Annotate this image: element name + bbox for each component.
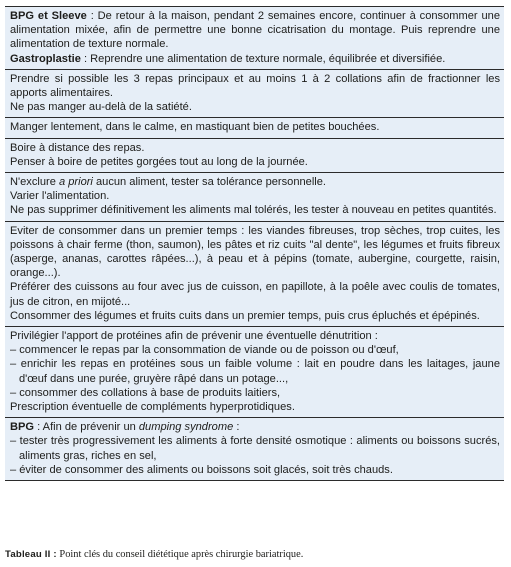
vary-diet-text: Varier l'alimentation. bbox=[10, 190, 110, 203]
eat-slowly-text: Manger lentement, dans le calme, en mastiquant bien de petites bouchées. bbox=[10, 121, 380, 134]
gastroplastie-text: : Reprendre une alimentation de texture normale, équilibrée et diversifiée. bbox=[80, 52, 446, 65]
protein-bullet-2: – enrichir les repas en protéines sous un faible volume : lait en poudre dans les laitages, jaune d'œuf dans une purée, gruyère râpé dans un potage..., bbox=[10, 358, 500, 385]
caption-label: Tableau II : bbox=[5, 549, 57, 560]
bpg-sleeve-text: : De retour à la maison, pendant 2 semaines encore, continuer à consommer une alimentation mixée, afin de permettre une bonne cicatrisation du montage. Puis reprendre une alimentation de texture normale. bbox=[10, 10, 501, 51]
no-exclusion-post: aucun aliment, tester sa tolérance personnelle. bbox=[92, 176, 327, 189]
bpg-sleeve-label: BPG et Sleeve bbox=[10, 10, 87, 22]
dumping-syndrome-emphasis: dumping syndrome bbox=[138, 421, 234, 434]
avoid-foods-text: Eviter de consommer dans un premier temps : les viandes fibreuses, trop sèches, trop cuites, les poissons à chair ferme (thon, saumon), les pâtes et riz cuits "al dente", les légumes et fruits fibreux (asperge, ananas, carottes râpées...), à peau et à pépins (tomate, aubergine, courgette, raisin, orange...). bbox=[10, 224, 500, 280]
table-row-post-op-texture bbox=[5, 7, 504, 69]
a-priori-emphasis: a priori bbox=[58, 176, 93, 189]
protein-intro-text: Privilégier l'apport de protéines afin de prévenir une éventuelle dénutrition : bbox=[10, 330, 378, 343]
gastroplastie-label: Gastroplastie bbox=[10, 52, 81, 65]
cooking-methods-text: Préférer des cuissons au four avec jus de cuisson, en papillote, à la poêle avec coulis de tomates, jus de citron, en mijoté... bbox=[10, 281, 500, 308]
drink-apart-text: Boire à distance des repas. bbox=[10, 141, 145, 154]
dumping-bullet-2: – éviter de consommer des aliments ou boissons soit glacés, soit très chauds. bbox=[10, 463, 393, 476]
bpg-label: BPG bbox=[10, 421, 35, 434]
no-exclusion-pre: N'exclure bbox=[10, 176, 59, 189]
dumping-bullet-1: – tester très progressivement les aliments à forte densité osmotique : aliments ou boissons sucrés, aliments gras, riches en sel, bbox=[10, 435, 500, 462]
table-row-dumping-syndrome bbox=[5, 417, 504, 480]
dumping-intro-post: : bbox=[233, 421, 240, 434]
table-row-tolerance bbox=[5, 172, 504, 221]
dumping-intro-pre: : Afin de prévenir un bbox=[34, 421, 139, 434]
meal-splitting-text: Prendre si possible les 3 repas principaux et au moins 1 à 2 collations afin de fractionner les apports alimentaires. bbox=[10, 72, 500, 100]
satiety-text: Ne pas manger au-delà de la satiété. bbox=[10, 101, 192, 114]
protein-supplements-text: Prescription éventuelle de compléments hyperprotidiques. bbox=[10, 401, 295, 414]
table-row-meal-splitting bbox=[5, 69, 504, 118]
table-row-proteins bbox=[5, 326, 504, 417]
table-row-drinking bbox=[5, 138, 504, 172]
small-sips-text: Penser à boire de petites gorgées tout au long de la journée. bbox=[10, 155, 308, 168]
dumping-intro-paragraph bbox=[10, 420, 500, 434]
gastroplastie-paragraph bbox=[10, 52, 500, 66]
table-row-eat-slowly bbox=[5, 117, 504, 137]
no-exclusion-paragraph bbox=[10, 175, 500, 189]
diet-advice-table bbox=[5, 6, 504, 481]
table-caption bbox=[5, 548, 510, 561]
bpg-sleeve-paragraph bbox=[10, 9, 500, 52]
retest-foods-text: Ne pas supprimer définitivement les aliments mal tolérés, les tester à nouveau en petites quantités. bbox=[10, 204, 497, 217]
protein-bullet-1: – commencer le repas par la consommation de viande ou de poisson ou d'œuf, bbox=[10, 344, 399, 357]
protein-bullet-3: – consommer des collations à base de produits laitiers, bbox=[10, 386, 281, 399]
caption-text: Point clés du conseil diététique après chirurgie bariatrique. bbox=[56, 549, 304, 560]
cooked-vegetables-text: Consommer des légumes et fruits cuits dans un premier temps, puis crus épluchés et épépinés. bbox=[10, 309, 480, 322]
table-row-food-textures bbox=[5, 221, 504, 326]
